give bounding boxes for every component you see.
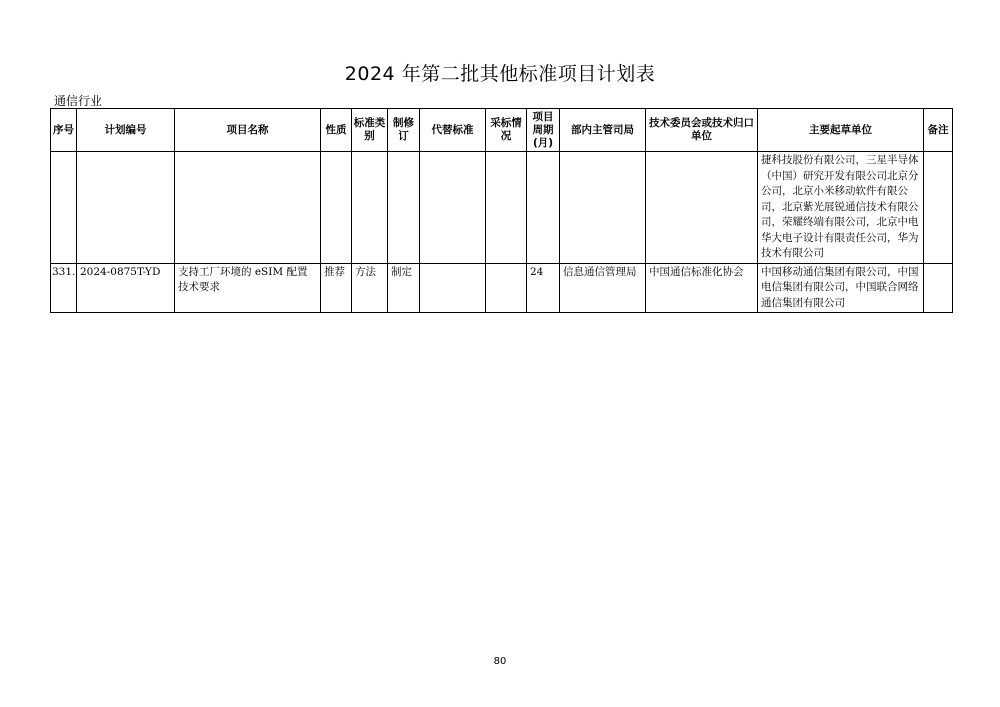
cell-nature: 推荐 <box>321 263 352 313</box>
cell-nature <box>321 152 352 264</box>
plan-table <box>50 108 953 313</box>
cell-committee: 中国通信标准化协会 <box>646 263 758 313</box>
cell-replaces <box>420 263 486 313</box>
cell-category <box>352 152 388 264</box>
cell-remark <box>924 152 953 264</box>
page-title: 2024 年第二批其他标准项目计划表 <box>344 63 656 85</box>
col-header-replaces: 代替标准 <box>420 109 486 152</box>
cell-department: 信息通信管理局 <box>560 263 646 313</box>
cell-revision <box>388 152 420 264</box>
industry-label: 通信行业 <box>54 94 103 108</box>
col-header-plan-no: 计划编号 <box>77 109 175 152</box>
cell-adoption <box>486 263 527 313</box>
col-header-seq: 序号 <box>51 109 77 152</box>
col-header-department: 部内主管司局 <box>560 109 646 152</box>
table-row <box>51 263 953 313</box>
col-header-name: 项目名称 <box>175 109 321 152</box>
cell-name <box>175 152 321 264</box>
cell-category: 方法 <box>352 263 388 313</box>
cell-drafting-units: 中国移动通信集团有限公司，中国电信集团有限公司，中国联合网络通信集团有限公司 <box>758 263 924 313</box>
cell-replaces <box>420 152 486 264</box>
col-header-committee: 技术委员会或技术归口单位 <box>646 109 758 152</box>
col-header-period: 项目周期(月) <box>527 109 560 152</box>
table-row-continued <box>51 152 953 264</box>
cell-plan-no: 2024-0875T-YD <box>77 263 175 313</box>
table-header-row <box>51 109 953 152</box>
col-header-remark: 备注 <box>924 109 953 152</box>
page-number: 80 <box>493 656 507 667</box>
cell-drafting-units: 捷科技股份有限公司，三星半导体（中国）研究开发有限公司北京分公司，北京小米移动软件有限公司，北京紫光展锐通信技术有限公司，荣耀终端有限公司，北京中电华大电子设计有限责任公司，华为技术有限公司 <box>758 152 924 264</box>
cell-seq: 331. <box>51 263 77 313</box>
cell-name: 支持工厂环境的 eSIM 配置技术要求 <box>175 263 321 313</box>
cell-department <box>560 152 646 264</box>
col-header-category: 标准类别 <box>352 109 388 152</box>
cell-committee <box>646 152 758 264</box>
cell-plan-no <box>77 152 175 264</box>
col-header-revision: 制修订 <box>388 109 420 152</box>
cell-period: 24 <box>527 263 560 313</box>
cell-period <box>527 152 560 264</box>
col-header-nature: 性质 <box>321 109 352 152</box>
col-header-drafting-units: 主要起草单位 <box>758 109 924 152</box>
cell-adoption <box>486 152 527 264</box>
cell-seq <box>51 152 77 264</box>
col-header-adoption: 采标情况 <box>486 109 527 152</box>
cell-revision: 制定 <box>388 263 420 313</box>
cell-remark <box>924 263 953 313</box>
